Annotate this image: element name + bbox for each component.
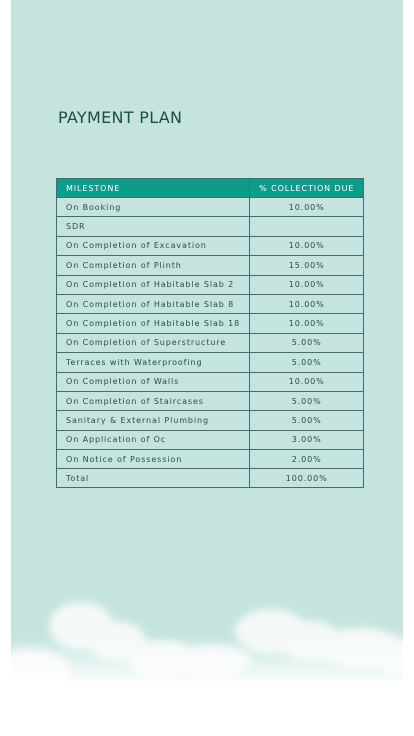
percentage-cell: 10.00%: [250, 275, 364, 294]
payment-plan-table: [56, 178, 364, 488]
page-title: PAYMENT PLAN: [58, 108, 183, 127]
milestone-cell: SDR: [57, 217, 250, 236]
total-row: [57, 469, 364, 488]
percentage-cell: 10.00%: [250, 236, 364, 255]
table-header-row: [57, 179, 364, 198]
milestone-cell: On Application of Oc: [57, 430, 250, 449]
milestone-cell: On Completion of Habitable Slab 2: [57, 275, 250, 294]
milestone-cell: On Completion of Superstructure: [57, 333, 250, 352]
total-label: Total: [57, 469, 250, 488]
table-row: [57, 353, 364, 372]
percentage-cell: 5.00%: [250, 333, 364, 352]
table-row: [57, 256, 364, 275]
milestone-cell: On Completion of Habitable Slab 18: [57, 314, 250, 333]
milestone-cell: On Notice of Possession: [57, 450, 250, 469]
milestone-cell: On Completion of Excavation: [57, 236, 250, 255]
percentage-cell: 15.00%: [250, 256, 364, 275]
milestone-cell: On Completion of Plinth: [57, 256, 250, 275]
percentage-cell: 5.00%: [250, 353, 364, 372]
percentage-cell: 5.00%: [250, 391, 364, 410]
table-row: [57, 430, 364, 449]
milestone-cell: On Completion of Staircases: [57, 391, 250, 410]
percentage-cell: 3.00%: [250, 430, 364, 449]
table-row: [57, 333, 364, 352]
milestone-cell: On Completion of Habitable Slab 8: [57, 294, 250, 313]
table-row: [57, 294, 364, 313]
milestone-cell: Sanitary & External Plumbing: [57, 411, 250, 430]
table-row: [57, 198, 364, 217]
total-percentage: 100.00%: [250, 469, 364, 488]
milestone-cell: Terraces with Waterproofing: [57, 353, 250, 372]
percentage-cell: 10.00%: [250, 372, 364, 391]
percentage-cell: 10.00%: [250, 294, 364, 313]
table-row: [57, 372, 364, 391]
table-row: [57, 450, 364, 469]
milestone-cell: On Completion of Walls: [57, 372, 250, 391]
table-row: [57, 217, 364, 236]
table-row: [57, 411, 364, 430]
milestone-cell: On Booking: [57, 198, 250, 217]
clouds-decoration: [11, 586, 403, 736]
milestone-header: MILESTONE: [57, 179, 250, 198]
table-row: [57, 314, 364, 333]
percentage-cell: [250, 217, 364, 236]
collection-due-header: % COLLECTION DUE: [250, 179, 364, 198]
table-row: [57, 236, 364, 255]
payment-plan-page: [11, 0, 403, 736]
percentage-cell: 5.00%: [250, 411, 364, 430]
table-row: [57, 391, 364, 410]
percentage-cell: 10.00%: [250, 198, 364, 217]
percentage-cell: 10.00%: [250, 314, 364, 333]
percentage-cell: 2.00%: [250, 450, 364, 469]
table-row: [57, 275, 364, 294]
